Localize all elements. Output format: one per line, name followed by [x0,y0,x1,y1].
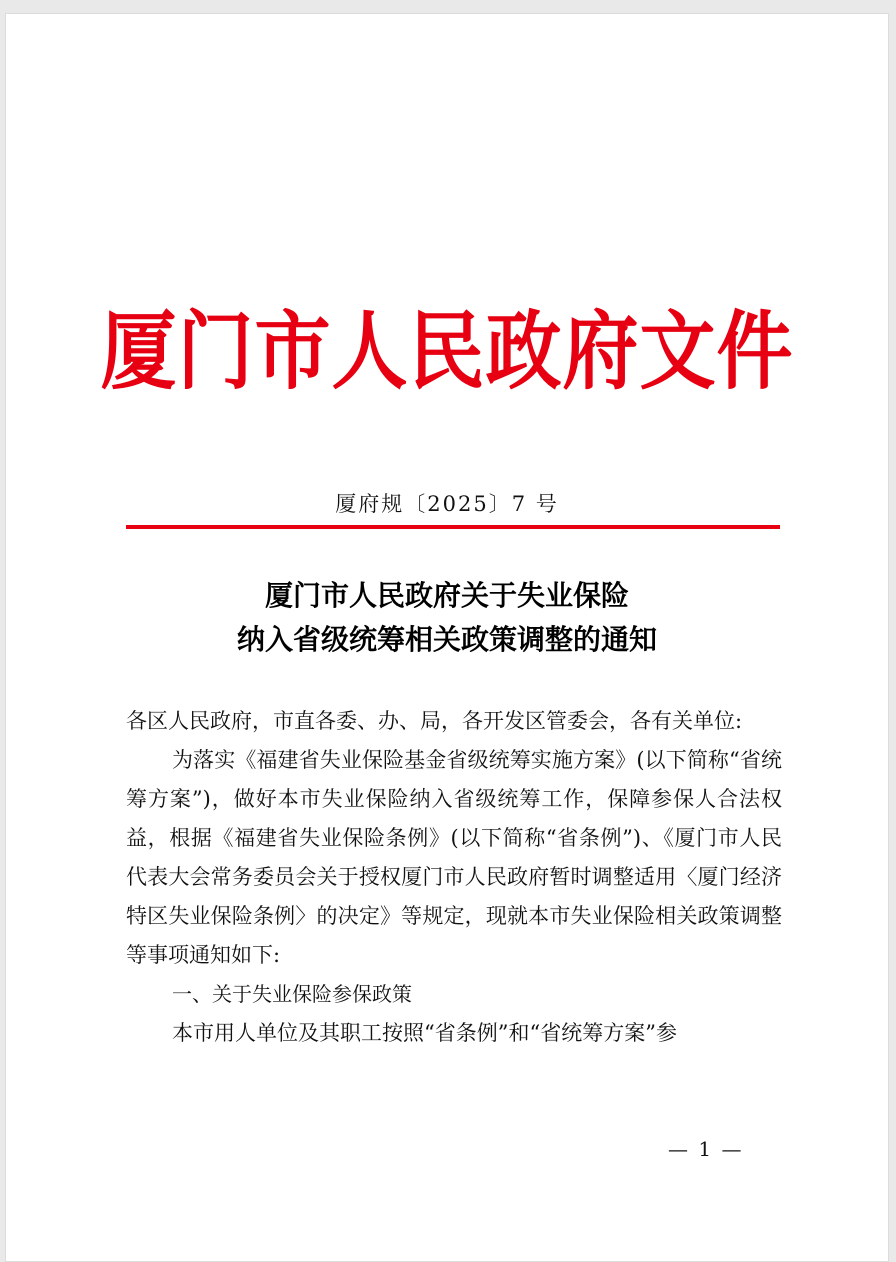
notice-title-line-1: 厦门市人民政府关于失业保险 [264,579,629,612]
document-number: 厦府规〔2025〕7 号 [335,492,559,516]
body-paragraph-1: 为落实《福建省失业保险基金省级统筹实施方案》(以下简称“省统筹方案”)，做好本市失业保险纳入省级统筹工作，保障参保人合法权益，根据《福建省失业保险条例》(以下简称“省条例”)、《厦门市人民代表大会常务委员会关于授权厦门市人民政府暂时调整适用〈厦门经济特区失业保险条例〉的决定》等规定，现就本市失业保险相关政策调整等事项通知如下: [126,748,782,967]
red-divider-line [126,525,780,529]
body-paragraph-2: 本市用人单位及其职工按照“省条例”和“省统筹方案”参 [172,1021,677,1045]
addressee-paragraph: 各区人民政府，市直各委、办、局，各开发区管委会，各有关单位: [126,709,743,733]
notice-body [126,702,782,1053]
section-heading-1: 一、关于失业保险参保政策 [172,982,412,1006]
notice-title-line-2: 纳入省级统筹相关政策调整的通知 [236,623,657,656]
document-page [5,13,889,1262]
notice-title [6,574,888,662]
page-number: — 1 — [668,1137,744,1161]
issuer-header-title: 厦门市人民政府文件 [100,301,794,402]
